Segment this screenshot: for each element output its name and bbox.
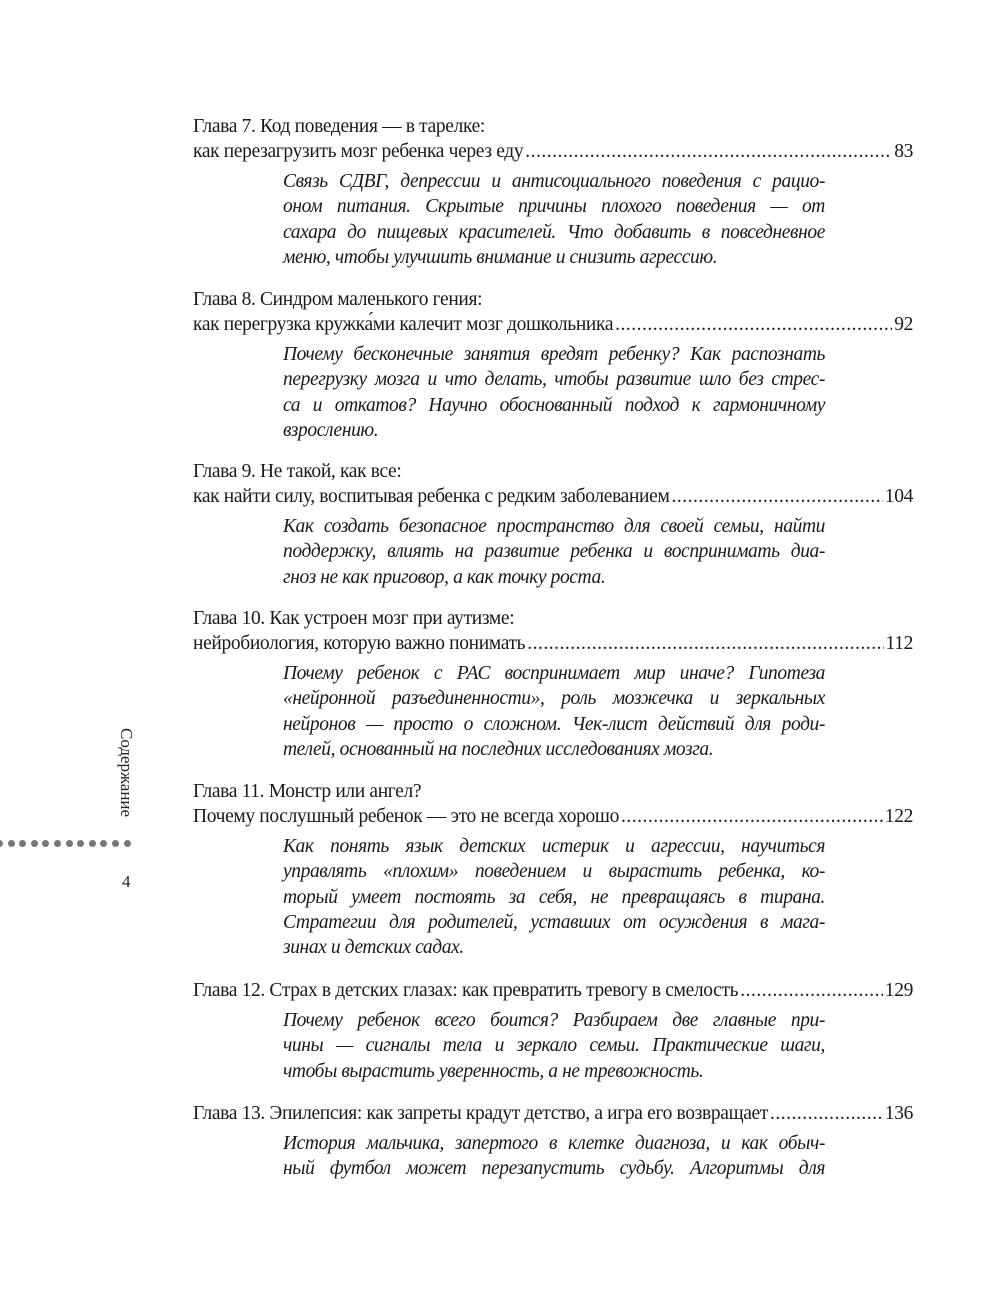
chapter-title: Глава 7. Код поведения — в тарелке: <box>193 116 485 137</box>
chapter-leader-line <box>193 1101 913 1126</box>
chapter-page-number: 104 <box>884 486 913 507</box>
toc-entry[interactable] <box>193 779 913 960</box>
dot-leader <box>740 978 883 1003</box>
description-line: меню, чтобы улучшить внимание и снизить агрессию. <box>283 246 718 268</box>
chapter-description <box>283 1008 825 1084</box>
description-line: взрослению. <box>283 419 379 441</box>
chapter-description <box>283 834 825 960</box>
description-line: торый умеет постоять за себя, не превращаясь в тирана. <box>283 886 825 908</box>
description-line: Стратегии для родителей, уставших от осуждения в мага- <box>283 911 825 933</box>
description-line: «нейронной разъединенности», роль мозжечка и зеркальных <box>283 688 825 710</box>
chapter-title: Глава 8. Синдром маленького гения: <box>193 289 483 310</box>
chapter-description <box>283 1131 825 1182</box>
chapter-title: Глава 11. Монстр или ангел? <box>193 781 422 802</box>
description-line: нейронов — просто о сложном. Чек-лист действий для роди- <box>283 713 825 735</box>
dot-leader <box>527 631 883 656</box>
description-line: сахара до пищевых красителей. Что добавить в повседневное <box>283 221 825 243</box>
description-line: чтобы вырастить уверенность, а не тревожность. <box>283 1060 704 1082</box>
description-line: Как создать безопасное пространство для своей семьи, найти <box>283 516 825 537</box>
description-line: телей, основанный на последних исследованиях мозга. <box>283 738 714 760</box>
chapter-page-number: 136 <box>884 1103 913 1124</box>
chapter-description <box>283 342 825 443</box>
dot-leader <box>525 139 892 164</box>
description-line: Связь СДВГ, депрессии и антисоциального поведения с рацио- <box>283 171 825 192</box>
chapter-page-number: 122 <box>884 806 913 827</box>
description-line: Почему ребенок всего боится? Разбираем две главные при- <box>283 1010 825 1031</box>
description-line: История мальчика, запертого в клетке диагноза, и как обыч- <box>283 1133 825 1154</box>
chapter-leader-line <box>193 631 913 656</box>
decorative-dot-row <box>0 840 131 847</box>
chapter-description <box>283 169 825 270</box>
description-line: Почему бесконечные занятия вредят ребенку? Как распознать <box>283 344 825 365</box>
description-line: Как понять язык детских истерик и агрессии, научиться <box>283 836 825 857</box>
description-line: перегрузку мозга и что делать, чтобы развитие шло без стрес- <box>283 369 825 391</box>
description-line: оном питания. Скрытые причины плохого поведения — от <box>283 196 825 218</box>
chapter-page-number: 83 <box>894 141 913 162</box>
chapter-page-number: 129 <box>884 980 913 1001</box>
toc-entry[interactable] <box>193 287 913 443</box>
chapter-page-number: 112 <box>885 633 913 654</box>
description-line: поддержку, влиять на развитие ребенка и воспринимать диа- <box>283 541 825 563</box>
chapter-subtitle: Глава 13. Эпилепсия: как запреты крадут детство, а игра его возвращает <box>193 1103 769 1124</box>
description-line: ный футбол может перезапустить судьбу. Алгоритмы для <box>283 1158 825 1180</box>
description-line: гноз не как приговор, а как точку роста. <box>283 566 606 588</box>
chapter-leader-line <box>193 312 913 337</box>
dot-leader <box>770 1101 883 1126</box>
toc-entry[interactable] <box>193 459 913 590</box>
dot-leader <box>615 312 892 337</box>
chapter-page-number: 92 <box>894 314 913 335</box>
toc-entry[interactable] <box>193 978 913 1084</box>
chapter-leader-line <box>193 484 913 509</box>
chapter-title: Глава 10. Как устроен мозг при аутизме: <box>193 608 515 629</box>
description-line: зинах и детских садах. <box>283 937 464 959</box>
dot-leader <box>671 484 882 509</box>
toc-entry[interactable] <box>193 114 913 270</box>
chapter-description <box>283 661 825 762</box>
description-line: управлять «плохим» поведением и вырастить ребенка, ко- <box>283 861 825 883</box>
chapter-subtitle: Почему послушный ребенок — это не всегда хорошо <box>193 806 619 827</box>
description-line: Почему ребенок с РАС воспринимает мир иначе? Гипотеза <box>283 663 825 684</box>
chapter-subtitle: как перезагрузить мозг ребенка через еду <box>193 141 524 162</box>
chapter-subtitle: как перегрузка кружка́ми калечит мозг дошкольника <box>193 314 614 335</box>
dot-leader <box>621 804 883 829</box>
running-section-title: Содержание <box>117 728 136 818</box>
chapter-title: Глава 9. Не такой, как все: <box>193 461 402 482</box>
toc-entry[interactable] <box>193 1101 913 1182</box>
chapter-leader-line <box>193 804 913 829</box>
description-line: са и откатов? Научно обоснованный подход к гармоничному <box>283 394 825 416</box>
chapter-subtitle: нейробиология, которую важно понимать <box>193 633 526 654</box>
description-line: чины — сигналы тела и зеркало семьи. Практические шаги, <box>283 1035 825 1057</box>
chapter-subtitle: как найти силу, воспитывая ребенка с редким заболеванием <box>193 486 670 507</box>
chapter-leader-line <box>193 139 913 164</box>
chapter-description <box>283 514 825 590</box>
page-number: 4 <box>122 872 131 891</box>
toc-entry[interactable] <box>193 606 913 762</box>
chapter-leader-line <box>193 978 913 1003</box>
chapter-subtitle: Глава 12. Страх в детских глазах: как превратить тревогу в смелость <box>193 980 739 1001</box>
